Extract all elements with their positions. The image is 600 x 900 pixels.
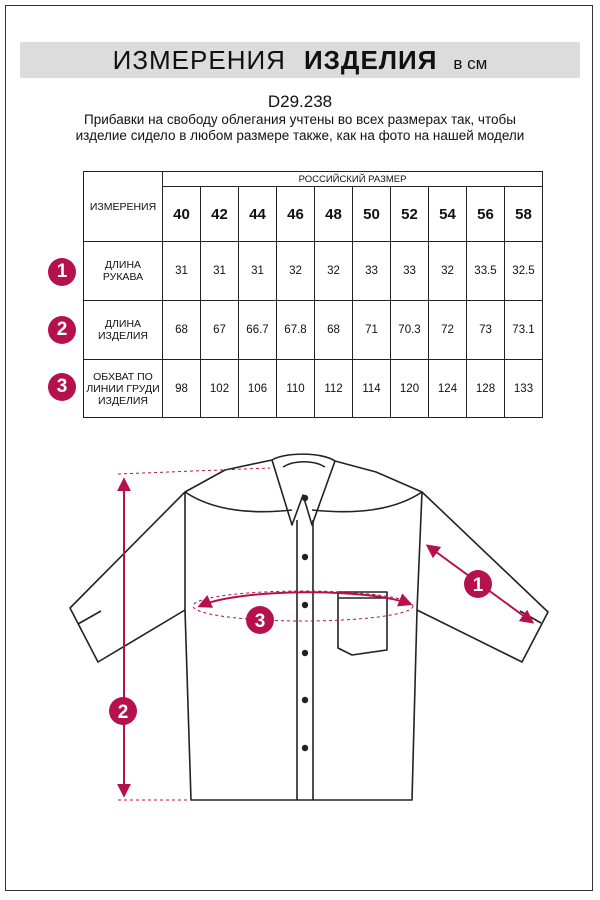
corner-label: ИЗМЕРЕНИЯ xyxy=(84,172,163,242)
table-cell: 133 xyxy=(505,360,543,418)
row-label: ОБХВАТ ПО ЛИНИИ ГРУДИ ИЗДЕЛИЯ xyxy=(84,360,163,418)
table-cell: 33 xyxy=(391,242,429,301)
table-cell: 66.7 xyxy=(239,301,277,360)
title-word-garment: ИЗДЕЛИЯ xyxy=(303,45,438,75)
diagram-marker-2 xyxy=(109,697,137,725)
article-code: D29.238 xyxy=(267,92,333,111)
diagram-marker-3 xyxy=(246,606,274,634)
length-measure xyxy=(118,468,270,800)
table-cell: 128 xyxy=(467,360,505,418)
size-header: 50 xyxy=(353,187,391,242)
diagram-marker-1 xyxy=(464,570,492,598)
table-cell: 32 xyxy=(277,242,315,301)
size-header: 42 xyxy=(201,187,239,242)
shirt-outline xyxy=(70,454,548,800)
table-cell: 68 xyxy=(315,301,353,360)
table-cell: 33 xyxy=(353,242,391,301)
size-system-label: РОССИЙСКИЙ РАЗМЕР xyxy=(163,172,543,187)
table-cell: 31 xyxy=(201,242,239,301)
table-cell: 124 xyxy=(429,360,467,418)
table-row xyxy=(84,360,543,418)
row-marker-3: 3 xyxy=(48,373,76,401)
fit-note: Прибавки на свободу облегания учтены во всех размерах так, чтобы изделие сидело в любом размере также, как на фото на нашей модели xyxy=(75,112,525,143)
table-cell: 31 xyxy=(163,242,201,301)
table-cell: 114 xyxy=(353,360,391,418)
size-header: 58 xyxy=(505,187,543,242)
size-header: 56 xyxy=(467,187,505,242)
table-row xyxy=(84,242,543,301)
page-title xyxy=(20,42,580,78)
table-cell: 32.5 xyxy=(505,242,543,301)
table-cell: 70.3 xyxy=(391,301,429,360)
table-cell: 110 xyxy=(277,360,315,418)
table-cell: 112 xyxy=(315,360,353,418)
title-word-measurements: ИЗМЕРЕНИЯ xyxy=(112,45,286,75)
table-cell: 73 xyxy=(467,301,505,360)
size-header: 48 xyxy=(315,187,353,242)
table-cell: 106 xyxy=(239,360,277,418)
table-cell: 67.8 xyxy=(277,301,315,360)
row-marker-1: 1 xyxy=(48,258,76,286)
size-header: 44 xyxy=(239,187,277,242)
row-label: ДЛИНА ИЗДЕЛИЯ xyxy=(84,301,163,360)
diagram-marker-3-label: 3 xyxy=(254,611,266,632)
size-header: 52 xyxy=(391,187,429,242)
size-table xyxy=(83,171,543,418)
table-cell: 68 xyxy=(163,301,201,360)
diagram-marker-2-label: 2 xyxy=(117,702,129,723)
table-cell: 72 xyxy=(429,301,467,360)
table-cell: 102 xyxy=(201,360,239,418)
title-unit: в см xyxy=(453,54,488,73)
shirt-measurement-diagram xyxy=(0,440,600,820)
table-cell: 32 xyxy=(315,242,353,301)
table-cell: 120 xyxy=(391,360,429,418)
row-marker-2: 2 xyxy=(48,316,76,344)
size-header: 40 xyxy=(163,187,201,242)
table-cell: 32 xyxy=(429,242,467,301)
table-cell: 67 xyxy=(201,301,239,360)
table-cell: 98 xyxy=(163,360,201,418)
table-cell: 73.1 xyxy=(505,301,543,360)
row-label: ДЛИНА РУКАВА xyxy=(84,242,163,301)
table-cell: 33.5 xyxy=(467,242,505,301)
diagram-marker-1-label: 1 xyxy=(472,575,484,596)
table-row xyxy=(84,301,543,360)
size-header: 46 xyxy=(277,187,315,242)
shirt-buttons xyxy=(302,495,308,751)
table-cell: 31 xyxy=(239,242,277,301)
table-cell: 71 xyxy=(353,301,391,360)
size-header: 54 xyxy=(429,187,467,242)
